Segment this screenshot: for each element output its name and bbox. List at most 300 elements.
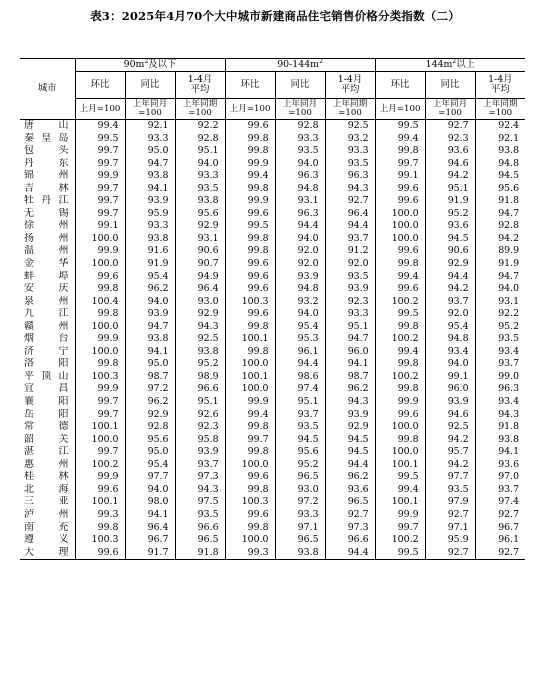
index-value: 100.3	[225, 296, 275, 309]
table-row	[20, 383, 525, 396]
index-value: 93.8	[475, 434, 525, 447]
city-name: 蚌埠	[24, 270, 69, 282]
index-value: 97.2	[275, 496, 325, 509]
base-header-line: 上年同期	[483, 99, 518, 109]
index-value: 99.7	[375, 522, 425, 535]
base-header-line: =100	[288, 108, 312, 118]
index-value: 94.0	[275, 158, 325, 171]
index-value: 99.5	[225, 220, 275, 233]
index-value: 99.4	[75, 120, 125, 133]
index-value: 94.0	[275, 308, 325, 321]
index-value: 94.0	[175, 158, 225, 171]
index-value: 89.9	[475, 245, 525, 258]
metric-header-line: 平均	[490, 84, 510, 95]
index-value: 94.7	[125, 158, 175, 171]
base-header-avg	[175, 99, 225, 120]
index-value: 93.4	[425, 346, 475, 359]
index-value: 94.4	[275, 358, 325, 371]
index-value: 99.6	[225, 120, 275, 133]
index-value: 94.8	[275, 183, 325, 196]
index-value: 99.8	[225, 245, 275, 258]
city-name: 泸州	[24, 508, 69, 520]
metric-header-avg	[475, 72, 525, 99]
index-value: 96.0	[425, 383, 475, 396]
index-value: 92.3	[325, 296, 375, 309]
index-value: 95.4	[425, 321, 475, 334]
city-name: 惠州	[24, 458, 69, 470]
city-name: 赣州	[24, 320, 69, 332]
index-value: 94.3	[175, 321, 225, 334]
table-row	[20, 208, 525, 221]
index-value: 99.5	[75, 133, 125, 146]
table-row	[20, 421, 525, 434]
table-row	[20, 245, 525, 258]
metric-header-row	[20, 72, 525, 99]
index-value: 99.7	[75, 446, 125, 459]
group-header-small: $90m^2$及以下	[75, 59, 225, 72]
base-header-mom: 上月=100	[375, 99, 425, 120]
index-value: 91.8	[175, 547, 225, 560]
index-value: 93.5	[475, 333, 525, 346]
index-value: 98.7	[125, 371, 175, 384]
index-value: 96.1	[475, 534, 525, 547]
index-value: 99.6	[225, 308, 275, 321]
index-value: 95.1	[175, 145, 225, 158]
index-value: 94.6	[425, 409, 475, 422]
index-value: 99.6	[75, 271, 125, 284]
index-value: 99.8	[225, 321, 275, 334]
index-value: 95.0	[125, 358, 175, 371]
table-row	[20, 534, 525, 547]
index-value: 93.5	[425, 484, 475, 497]
index-value: 99.6	[375, 195, 425, 208]
index-value: 99.6	[375, 245, 425, 258]
metric-header-avg	[325, 72, 375, 99]
metric-header-line: 平均	[340, 84, 360, 95]
price-index-table	[20, 58, 525, 560]
table-row	[20, 396, 525, 409]
index-value: 99.6	[75, 547, 125, 560]
index-value: 93.7	[425, 296, 475, 309]
index-value: 94.5	[475, 170, 525, 183]
index-value: 99.9	[225, 396, 275, 409]
index-value: 93.9	[325, 409, 375, 422]
index-value: 93.3	[325, 308, 375, 321]
table-title: 表3：2025年4月70个大中城市新建商品住宅销售价格分类指数（二）	[90, 9, 460, 23]
index-value: 94.5	[425, 233, 475, 246]
index-value: 95.2	[275, 459, 325, 472]
index-value: 94.0	[425, 358, 475, 371]
index-value: 100.0	[375, 208, 425, 221]
table-row	[20, 346, 525, 359]
index-value: 94.8	[475, 158, 525, 171]
city-name: 无锡	[24, 207, 69, 219]
city-name: 九江	[24, 308, 69, 320]
index-value: 94.6	[425, 158, 475, 171]
index-value: 98.7	[325, 371, 375, 384]
index-value: 94.8	[425, 333, 475, 346]
index-value: 91.8	[475, 421, 525, 434]
index-value: 93.6	[475, 459, 525, 472]
city-name: 湛江	[24, 446, 69, 458]
index-value: 99.8	[225, 133, 275, 146]
index-value: 99.9	[225, 195, 275, 208]
index-value: 99.9	[75, 333, 125, 346]
index-value: 100.0	[75, 233, 125, 246]
index-value: 93.5	[325, 271, 375, 284]
index-value: 92.1	[125, 120, 175, 133]
index-value: 99.6	[225, 509, 275, 522]
index-value: 100.3	[75, 371, 125, 384]
index-value: 96.5	[275, 534, 325, 547]
index-value: 92.6	[175, 409, 225, 422]
index-value: 92.0	[325, 258, 375, 271]
base-header-line: =100	[488, 108, 513, 118]
index-value: 95.9	[125, 208, 175, 221]
table-body	[20, 120, 525, 560]
index-value: 92.2	[175, 120, 225, 133]
index-value: 93.6	[325, 484, 375, 497]
index-value: 93.6	[425, 145, 475, 158]
index-value: 96.4	[175, 283, 225, 296]
index-value: 99.4	[375, 346, 425, 359]
city-name: 安庆	[24, 283, 69, 295]
index-value: 99.6	[75, 484, 125, 497]
city-name: 泉州	[24, 295, 69, 307]
metric-header-line: 1-4月	[187, 74, 213, 85]
index-value: 100.1	[75, 421, 125, 434]
index-value: 90.7	[175, 258, 225, 271]
index-value: 95.3	[275, 333, 325, 346]
table-row	[20, 271, 525, 284]
index-value: 93.4	[475, 346, 525, 359]
index-value: 100.3	[75, 534, 125, 547]
index-value: 91.9	[125, 258, 175, 271]
index-value: 91.9	[475, 258, 525, 271]
index-value: 99.8	[75, 358, 125, 371]
index-value: 92.9	[425, 258, 475, 271]
index-value: 100.2	[375, 333, 425, 346]
table-row	[20, 145, 525, 158]
index-value: 92.3	[425, 133, 475, 146]
index-value: 97.7	[425, 471, 475, 484]
index-value: 99.7	[75, 158, 125, 171]
index-value: 96.6	[175, 522, 225, 535]
index-value: 92.5	[425, 421, 475, 434]
table-row	[20, 233, 525, 246]
base-header-yoy	[125, 99, 175, 120]
index-value: 95.0	[125, 446, 175, 459]
index-value: 100.0	[225, 534, 275, 547]
city-name: 桂林	[24, 471, 69, 483]
city-name: 大理	[20, 547, 75, 560]
index-value: 92.4	[475, 120, 525, 133]
table-row	[20, 258, 525, 271]
index-value: 92.5	[175, 333, 225, 346]
index-value: 95.1	[425, 183, 475, 196]
table-row	[20, 522, 525, 535]
index-value: 93.9	[175, 446, 225, 459]
city-name: 济宁	[24, 345, 69, 357]
index-value: 92.7	[475, 509, 525, 522]
index-value: 99.9	[225, 158, 275, 171]
city-name: 丹东	[24, 157, 69, 169]
index-value: 94.2	[425, 170, 475, 183]
index-value: 94.8	[275, 283, 325, 296]
index-value: 92.0	[425, 308, 475, 321]
index-value: 99.7	[75, 208, 125, 221]
index-value: 98.9	[175, 371, 225, 384]
base-header-line: 上年同期	[332, 99, 368, 109]
index-value: 93.8	[125, 333, 175, 346]
table-row	[20, 133, 525, 146]
index-value: 97.3	[175, 471, 225, 484]
index-value: 93.3	[275, 133, 325, 146]
index-value: 94.3	[325, 396, 375, 409]
city-name: 韶关	[24, 433, 69, 445]
index-value: 96.3	[475, 383, 525, 396]
index-value: 100.1	[375, 496, 425, 509]
index-value: 93.9	[325, 283, 375, 296]
index-value: 93.1	[475, 296, 525, 309]
table-row	[20, 120, 525, 133]
table-row	[20, 409, 525, 422]
index-value: 94.0	[475, 283, 525, 296]
index-value: 95.6	[475, 183, 525, 196]
index-value: 93.7	[175, 459, 225, 472]
index-value: 99.9	[75, 471, 125, 484]
index-value: 99.3	[75, 509, 125, 522]
metric-header-mom: 环比	[225, 72, 275, 99]
index-value: 93.3	[125, 133, 175, 146]
metric-header-line: 平均	[190, 84, 210, 95]
city-name: 金华	[24, 258, 69, 270]
index-value: 99.1	[425, 371, 475, 384]
index-value: 93.9	[275, 271, 325, 284]
table-row	[20, 308, 525, 321]
table-row	[20, 195, 525, 208]
index-value: 99.5	[375, 308, 425, 321]
index-value: 94.1	[125, 183, 175, 196]
base-header-avg	[475, 99, 525, 120]
index-value: 99.8	[375, 383, 425, 396]
index-value: 99.6	[225, 471, 275, 484]
table-row	[20, 446, 525, 459]
city-name: 常德	[24, 421, 69, 433]
index-value: 95.1	[325, 321, 375, 334]
table-row	[20, 547, 525, 560]
index-value: 93.8	[175, 346, 225, 359]
index-value: 93.3	[275, 509, 325, 522]
index-value: 99.8	[375, 258, 425, 271]
index-value: 95.0	[125, 145, 175, 158]
index-value: 99.9	[75, 245, 125, 258]
index-value: 99.5	[375, 471, 425, 484]
index-value: 94.3	[325, 183, 375, 196]
index-value: 94.3	[475, 409, 525, 422]
index-value: 96.7	[475, 522, 525, 535]
index-value: 93.8	[475, 145, 525, 158]
index-value: 93.9	[425, 396, 475, 409]
index-value: 93.5	[325, 158, 375, 171]
index-value: 94.1	[475, 446, 525, 459]
index-value: 92.8	[475, 220, 525, 233]
table-row	[20, 283, 525, 296]
index-value: 99.8	[75, 522, 125, 535]
city-name: 遵义	[24, 534, 69, 546]
index-value: 93.7	[475, 358, 525, 371]
index-value: 92.2	[475, 308, 525, 321]
table-row	[20, 333, 525, 346]
base-header-mom: 上月=100	[75, 99, 125, 120]
index-value: 93.3	[125, 220, 175, 233]
index-value: 99.4	[375, 133, 425, 146]
city-name: 岳阳	[24, 408, 69, 420]
city-name: 包头	[24, 145, 69, 157]
index-value: 92.1	[475, 133, 525, 146]
index-value: 99.1	[75, 220, 125, 233]
index-value: 100.0	[75, 321, 125, 334]
index-value: 95.2	[475, 321, 525, 334]
index-value: 95.1	[275, 396, 325, 409]
index-value: 100.2	[75, 459, 125, 472]
index-value: 99.9	[375, 509, 425, 522]
index-value: 93.7	[475, 484, 525, 497]
index-value: 96.1	[275, 346, 325, 359]
index-value: 94.3	[175, 484, 225, 497]
index-value: 99.8	[225, 421, 275, 434]
index-value: 100.0	[375, 421, 425, 434]
index-value: 94.5	[325, 446, 375, 459]
city-name: 秦皇岛	[24, 132, 69, 144]
index-value: 100.0	[75, 346, 125, 359]
city-name: 温州	[24, 245, 69, 257]
base-header-line: 上年同月	[432, 99, 468, 109]
index-value: 99.5	[375, 120, 425, 133]
index-value: 99.9	[75, 170, 125, 183]
index-value: 96.6	[325, 534, 375, 547]
index-value: 90.6	[175, 245, 225, 258]
index-value: 99.6	[225, 258, 275, 271]
index-value: 94.4	[425, 271, 475, 284]
table-row	[20, 484, 525, 497]
index-value: 96.5	[275, 471, 325, 484]
index-value: 92.9	[175, 308, 225, 321]
base-header-line: =100	[188, 108, 212, 118]
index-value: 93.6	[425, 220, 475, 233]
index-value: 93.0	[175, 296, 225, 309]
index-value: 99.7	[75, 409, 125, 422]
index-value: 98.0	[125, 496, 175, 509]
index-value: 99.4	[225, 409, 275, 422]
table-row	[20, 434, 525, 447]
index-value: 91.9	[425, 195, 475, 208]
index-value: 96.7	[125, 534, 175, 547]
index-value: 94.2	[425, 434, 475, 447]
index-value: 96.2	[125, 283, 175, 296]
index-value: 99.8	[75, 283, 125, 296]
index-value: 96.3	[275, 208, 325, 221]
index-value: 93.7	[325, 233, 375, 246]
index-value: 97.9	[425, 496, 475, 509]
table-row	[20, 471, 525, 484]
metric-header-yoy: 同比	[275, 72, 325, 99]
index-value: 93.9	[125, 308, 175, 321]
index-value: 93.4	[475, 396, 525, 409]
index-value: 100.0	[375, 233, 425, 246]
index-value: 92.0	[275, 258, 325, 271]
city-name: 宜昌	[24, 383, 69, 395]
index-value: 91.8	[475, 195, 525, 208]
index-value: 99.0	[475, 371, 525, 384]
index-value: 94.5	[275, 434, 325, 447]
index-value: 93.0	[275, 484, 325, 497]
base-header-yoy	[275, 99, 325, 120]
index-value: 99.8	[375, 434, 425, 447]
city-name: 吉林	[24, 182, 69, 194]
index-value: 96.3	[325, 170, 375, 183]
index-value: 93.9	[125, 195, 175, 208]
index-value: 93.5	[175, 509, 225, 522]
index-value: 99.7	[75, 145, 125, 158]
index-value: 92.0	[275, 245, 325, 258]
city-name: 南充	[24, 521, 69, 533]
index-value: 93.3	[175, 170, 225, 183]
index-value: 92.3	[175, 421, 225, 434]
index-value: 97.1	[275, 522, 325, 535]
index-value: 99.4	[375, 271, 425, 284]
index-value: 95.1	[175, 396, 225, 409]
index-value: 94.1	[325, 358, 375, 371]
index-value: 100.0	[225, 383, 275, 396]
index-value: 96.5	[175, 534, 225, 547]
index-value: 96.4	[125, 522, 175, 535]
index-value: 94.7	[325, 333, 375, 346]
index-value: 99.6	[225, 208, 275, 221]
index-value: 95.4	[125, 459, 175, 472]
index-value: 91.6	[125, 245, 175, 258]
index-value: 95.2	[425, 208, 475, 221]
index-value: 94.2	[475, 233, 525, 246]
city-name: 平顶山	[24, 370, 69, 382]
index-value: 97.2	[125, 383, 175, 396]
index-value: 95.9	[425, 534, 475, 547]
table-row	[20, 496, 525, 509]
index-value: 99.7	[375, 158, 425, 171]
index-value: 100.0	[375, 446, 425, 459]
index-value: 93.2	[325, 133, 375, 146]
index-value: 99.7	[75, 183, 125, 196]
index-value: 92.7	[425, 547, 475, 560]
metric-header-line: 1-4月	[488, 74, 513, 85]
index-value: 94.7	[475, 271, 525, 284]
index-value: 99.5	[375, 547, 425, 560]
index-value: 99.6	[375, 183, 425, 196]
index-value: 97.5	[175, 496, 225, 509]
index-value: 99.8	[375, 145, 425, 158]
index-value: 94.0	[275, 233, 325, 246]
city-name: 襄阳	[24, 396, 69, 408]
index-value: 96.2	[125, 396, 175, 409]
table-row	[20, 296, 525, 309]
table-row	[20, 371, 525, 384]
index-value: 94.0	[125, 296, 175, 309]
index-value: 99.1	[375, 170, 425, 183]
index-value: 92.9	[125, 409, 175, 422]
index-value: 93.8	[275, 547, 325, 560]
index-value: 92.5	[325, 120, 375, 133]
metric-header-line: 1-4月	[337, 74, 363, 85]
